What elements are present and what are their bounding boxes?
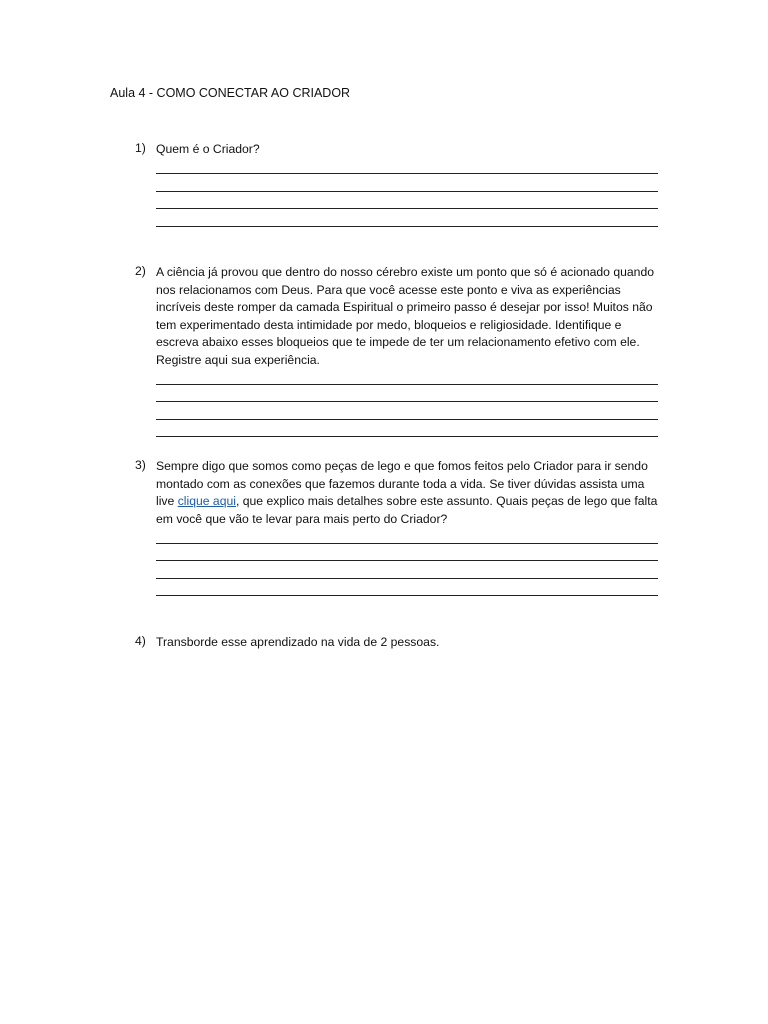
question-4: [135, 634, 660, 652]
question-1: [135, 141, 660, 229]
answer-lines[interactable]: [156, 528, 660, 598]
answer-line[interactable]: [156, 176, 660, 194]
answer-line[interactable]: [156, 546, 660, 564]
answer-line[interactable]: [156, 194, 660, 212]
question-number: 2): [135, 264, 146, 278]
question-number: 1): [135, 141, 146, 155]
answer-line[interactable]: [156, 563, 660, 581]
question-text-part: Sempre digo que somos como peças de lego e que fomos feitos pelo Criador para ir sendo montado com as conexões que fazemos durante toda a vida. Se tiver dúvidas assista uma live: [156, 459, 648, 508]
answer-lines[interactable]: [156, 159, 660, 229]
page-title: Aula 4 - COMO CONECTAR AO CRIADOR: [110, 86, 351, 100]
answer-line[interactable]: [156, 211, 660, 229]
answer-line[interactable]: [156, 404, 660, 422]
question-text: A ciência já provou que dentro do nosso cérebro existe um ponto que só é acionado quando nos relacionamos com Deus. Para que você acesse este ponto e viva as experiências incríveis deste romper da camada Espiritual o primeiro passo é desejar por isso! Muitos não tem experimentado desta intimidade por medo, bloqueios e religiosidade. Identifique e escreva abaixo esses bloqueios que te impede de ter um relacionamento efetivo com ele. Registre aqui sua experiência.: [156, 265, 655, 367]
answer-line[interactable]: [156, 581, 660, 599]
question-2: [135, 264, 660, 439]
live-link[interactable]: clique aqui: [177, 494, 236, 508]
answer-line[interactable]: [156, 387, 660, 405]
answer-lines[interactable]: [156, 369, 660, 439]
question-text: Transborde esse aprendizado na vida de 2 pessoas.: [156, 635, 440, 649]
question-number: 3): [135, 458, 146, 472]
question-text-part: , que explico mais detalhes sobre este assunto. Quais peças de lego que falta em você que vão te levar para mais perto do Criador?: [156, 494, 658, 526]
answer-line[interactable]: [156, 369, 660, 387]
question-number: 4): [135, 634, 146, 648]
answer-line[interactable]: [156, 159, 660, 177]
question-text: Quem é o Criador?: [156, 142, 260, 156]
answer-line[interactable]: [156, 528, 660, 546]
question-3: [135, 458, 660, 598]
answer-line[interactable]: [156, 422, 660, 440]
question-text: [156, 458, 660, 528]
